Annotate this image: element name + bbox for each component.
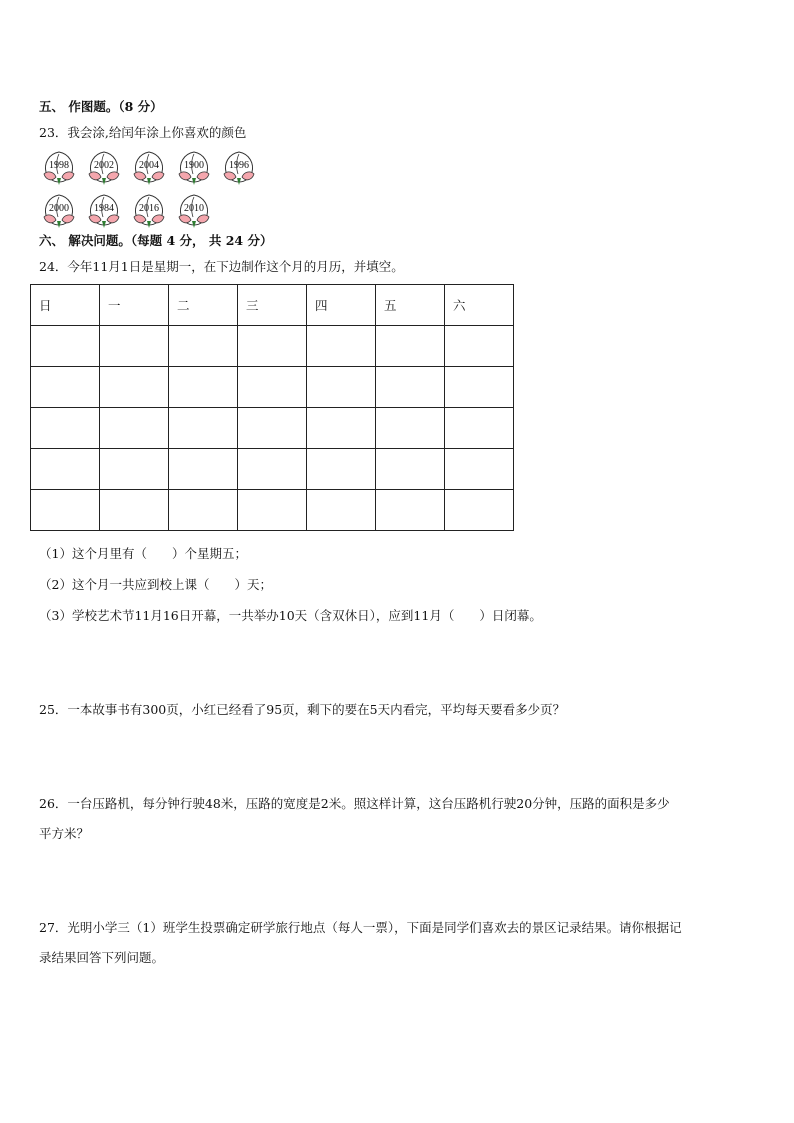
- question-27-line-1: 27．光明小学三（1）班学生投票确定研学旅行地点（每人一票），下面是同学们喜欢去的景区记录结果。请你根据记: [39, 920, 682, 935]
- calendar-week-row: [31, 490, 514, 531]
- year-label: 2016: [139, 203, 159, 214]
- peach-icon[interactable]: [220, 148, 258, 186]
- calendar-cell[interactable]: [376, 408, 445, 449]
- weekday-thu: 四: [307, 285, 376, 326]
- calendar-cell[interactable]: [100, 326, 169, 367]
- calendar-cell[interactable]: [307, 449, 376, 490]
- calendar-cell[interactable]: [31, 326, 100, 367]
- calendar-table: [30, 284, 514, 531]
- weekday-fri: 五: [376, 285, 445, 326]
- peach-icon[interactable]: [130, 191, 168, 229]
- peach-icon[interactable]: [130, 148, 168, 186]
- calendar-cell[interactable]: [238, 449, 307, 490]
- peach-icon[interactable]: [175, 148, 213, 186]
- calendar-week-row: [31, 326, 514, 367]
- peach-icon[interactable]: [85, 191, 123, 229]
- peach-icon[interactable]: [175, 191, 213, 229]
- calendar-cell[interactable]: [169, 449, 238, 490]
- year-label: 1984: [94, 203, 114, 214]
- calendar-cell[interactable]: [376, 449, 445, 490]
- year-label: 2004: [139, 160, 159, 171]
- calendar-cell[interactable]: [31, 490, 100, 531]
- calendar-cell[interactable]: [169, 490, 238, 531]
- peach-icon[interactable]: [85, 148, 123, 186]
- question-24-sub-3: （3）学校艺术节11月16日开幕，一共举办10天（含双休日），应到11月（ ）日闭幕。: [39, 608, 542, 623]
- calendar-cell[interactable]: [445, 367, 514, 408]
- calendar-cell[interactable]: [238, 490, 307, 531]
- calendar-cell[interactable]: [238, 326, 307, 367]
- question-24-sub-2: （2）这个月一共应到校上课（ ）天；: [39, 577, 272, 592]
- calendar-cell[interactable]: [31, 367, 100, 408]
- peach-icon[interactable]: [40, 148, 78, 186]
- calendar-cell[interactable]: [169, 367, 238, 408]
- calendar-cell[interactable]: [445, 326, 514, 367]
- calendar-cell[interactable]: [376, 367, 445, 408]
- question-25-text: 25．一本故事书有300页，小红已经看了95页，剩下的要在5天内看完，平均每天要看多少页？: [39, 702, 566, 717]
- weekday-wed: 三: [238, 285, 307, 326]
- year-label: 2010: [184, 203, 204, 214]
- section-5-heading: 五、 作图题。（8 分）: [39, 99, 163, 114]
- calendar-cell[interactable]: [169, 326, 238, 367]
- calendar-cell[interactable]: [100, 490, 169, 531]
- year-label: 2000: [49, 203, 69, 214]
- weekday-sun: 日: [31, 285, 100, 326]
- question-23-text: 23．我会涂,给闰年涂上你喜欢的颜色: [39, 125, 247, 140]
- question-26-line-2: 平方米？: [39, 826, 90, 841]
- question-26-line-1: 26．一台压路机，每分钟行驶48米，压路的宽度是2米。照这样计算，这台压路机行驶20分钟，压路的面积是多少: [39, 796, 670, 811]
- peach-icon[interactable]: [40, 191, 78, 229]
- calendar-cell[interactable]: [238, 367, 307, 408]
- calendar-cell[interactable]: [100, 449, 169, 490]
- weekday-tue: 二: [169, 285, 238, 326]
- question-24-text: 24．今年11月1日是星期一，在下边制作这个月的月历，并填空。: [39, 259, 404, 274]
- year-label: 1900: [184, 160, 204, 171]
- weekday-sat: 六: [445, 285, 514, 326]
- calendar-cell[interactable]: [100, 367, 169, 408]
- calendar-cell[interactable]: [445, 408, 514, 449]
- question-24-sub-1: （1）这个月里有（ ）个星期五；: [39, 546, 247, 561]
- calendar-cell[interactable]: [169, 408, 238, 449]
- calendar-week-row: [31, 408, 514, 449]
- calendar-week-row: [31, 367, 514, 408]
- calendar-cell[interactable]: [307, 490, 376, 531]
- calendar-header-row: [31, 285, 514, 326]
- year-label: 1998: [49, 160, 69, 171]
- calendar-cell[interactable]: [376, 326, 445, 367]
- calendar-cell[interactable]: [238, 408, 307, 449]
- calendar-cell[interactable]: [376, 490, 445, 531]
- calendar-cell[interactable]: [307, 367, 376, 408]
- weekday-mon: 一: [100, 285, 169, 326]
- calendar-cell[interactable]: [307, 326, 376, 367]
- question-27-line-2: 录结果回答下列问题。: [39, 950, 165, 965]
- year-label: 2002: [94, 160, 114, 171]
- calendar-week-row: [31, 449, 514, 490]
- section-6-heading: 六、 解决问题。（每题 4 分， 共 24 分）: [39, 233, 273, 248]
- calendar-cell[interactable]: [31, 449, 100, 490]
- calendar-cell[interactable]: [31, 408, 100, 449]
- calendar-cell[interactable]: [445, 449, 514, 490]
- year-label: 1996: [229, 160, 249, 171]
- calendar-cell[interactable]: [307, 408, 376, 449]
- calendar-cell[interactable]: [445, 490, 514, 531]
- calendar-cell[interactable]: [100, 408, 169, 449]
